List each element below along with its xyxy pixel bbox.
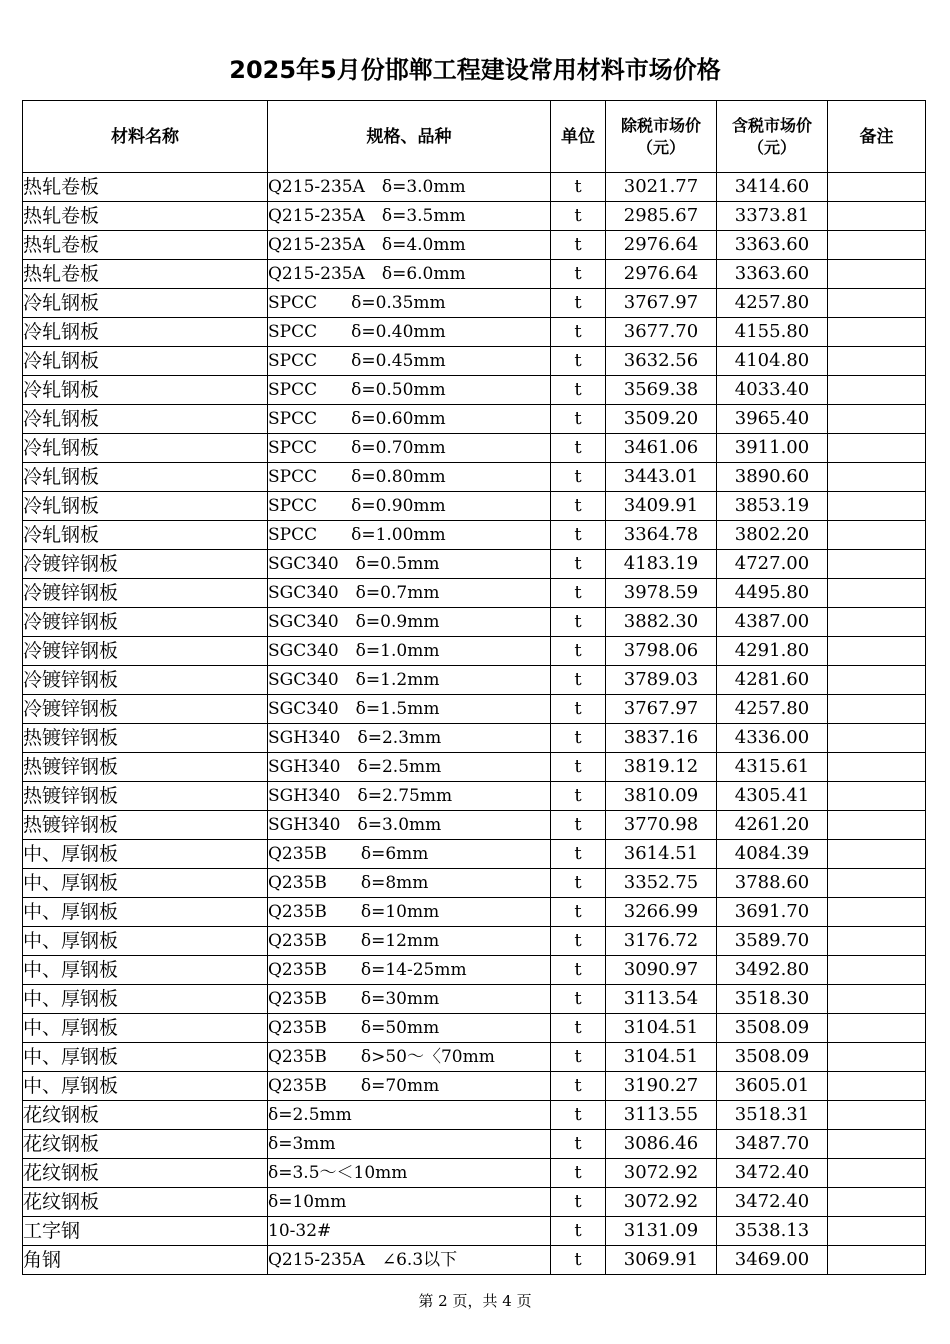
material-name-cell: 中、厚钢板 (23, 1043, 268, 1072)
table-row (23, 376, 926, 405)
unit-cell: t (551, 782, 606, 811)
with-tax-price-cell: 3589.70 (717, 927, 828, 956)
unit-cell: t (551, 898, 606, 927)
material-name-cell: 冷轧钢板 (23, 434, 268, 463)
with-tax-price-cell: 4033.40 (717, 376, 828, 405)
with-tax-price-cell: 3965.40 (717, 405, 828, 434)
remark-cell (828, 231, 926, 260)
pre-tax-price-cell: 3113.54 (606, 985, 717, 1014)
spec-cell: Q215-235A δ=6.0mm (268, 260, 551, 289)
with-tax-price-cell: 3853.19 (717, 492, 828, 521)
spec-cell: SGC340 δ=0.7mm (268, 579, 551, 608)
unit-cell: t (551, 376, 606, 405)
material-name-cell: 花纹钢板 (23, 1130, 268, 1159)
with-tax-price-cell: 4336.00 (717, 724, 828, 753)
material-name-cell: 冷轧钢板 (23, 376, 268, 405)
material-name-cell: 花纹钢板 (23, 1159, 268, 1188)
material-name-cell: 冷轧钢板 (23, 318, 268, 347)
remark-cell (828, 927, 926, 956)
table-row (23, 927, 926, 956)
pre-tax-price-cell: 3677.70 (606, 318, 717, 347)
spec-cell: SGC340 δ=0.9mm (268, 608, 551, 637)
spec-cell: Q235B δ>50～〈70mm (268, 1043, 551, 1072)
unit-cell: t (551, 753, 606, 782)
unit-cell: t (551, 1014, 606, 1043)
with-tax-price-cell: 4727.00 (717, 550, 828, 579)
unit-cell: t (551, 840, 606, 869)
table-row (23, 753, 926, 782)
spec-cell: SPCC δ=0.70mm (268, 434, 551, 463)
material-name-cell: 冷镀锌钢板 (23, 550, 268, 579)
remark-cell (828, 782, 926, 811)
material-name-cell: 中、厚钢板 (23, 956, 268, 985)
spec-cell: Q235B δ=10mm (268, 898, 551, 927)
spec-cell: Q215-235A δ=3.0mm (268, 173, 551, 202)
with-tax-price-cell: 3469.00 (717, 1246, 828, 1275)
with-tax-price-cell: 3363.60 (717, 260, 828, 289)
with-tax-price-cell: 4155.80 (717, 318, 828, 347)
spec-cell: Q235B δ=12mm (268, 927, 551, 956)
remark-cell (828, 579, 926, 608)
unit-cell: t (551, 1188, 606, 1217)
remark-cell (828, 1072, 926, 1101)
table-row (23, 898, 926, 927)
with-tax-price-cell: 4281.60 (717, 666, 828, 695)
remark-cell (828, 1217, 926, 1246)
with-tax-price-cell: 4257.80 (717, 289, 828, 318)
spec-cell: Q215-235A δ=3.5mm (268, 202, 551, 231)
material-name-cell: 中、厚钢板 (23, 927, 268, 956)
with-tax-price-cell: 3508.09 (717, 1043, 828, 1072)
with-tax-price-cell: 3472.40 (717, 1159, 828, 1188)
with-tax-price-cell: 3414.60 (717, 173, 828, 202)
page-footer: 第 2 页，共 4 页 (418, 1292, 532, 1310)
material-name-cell: 热镀锌钢板 (23, 782, 268, 811)
pre-tax-price-cell: 3789.03 (606, 666, 717, 695)
pre-tax-price-cell: 3978.59 (606, 579, 717, 608)
unit-cell: t (551, 579, 606, 608)
table-row (23, 1159, 926, 1188)
unit-cell: t (551, 1130, 606, 1159)
with-tax-price-cell: 3911.00 (717, 434, 828, 463)
pre-tax-price-cell: 3352.75 (606, 869, 717, 898)
table-row (23, 666, 926, 695)
unit-cell: t (551, 173, 606, 202)
pre-tax-price-cell: 3837.16 (606, 724, 717, 753)
spec-cell: SPCC δ=1.00mm (268, 521, 551, 550)
table-row (23, 1014, 926, 1043)
spec-cell: SGC340 δ=0.5mm (268, 550, 551, 579)
remark-cell (828, 492, 926, 521)
unit-cell: t (551, 811, 606, 840)
table-row (23, 1246, 926, 1275)
table-row (23, 1130, 926, 1159)
unit-cell: t (551, 550, 606, 579)
spec-cell: SPCC δ=0.40mm (268, 318, 551, 347)
pre-tax-price-cell: 3113.55 (606, 1101, 717, 1130)
spec-cell: SGH340 δ=2.5mm (268, 753, 551, 782)
spec-cell: SGC340 δ=1.5mm (268, 695, 551, 724)
with-tax-price-cell: 3691.70 (717, 898, 828, 927)
table-row (23, 840, 926, 869)
with-tax-price-cell: 3373.81 (717, 202, 828, 231)
unit-cell: t (551, 956, 606, 985)
material-name-cell: 花纹钢板 (23, 1101, 268, 1130)
material-name-cell: 中、厚钢板 (23, 1014, 268, 1043)
spec-cell: SGH340 δ=2.3mm (268, 724, 551, 753)
remark-cell (828, 840, 926, 869)
spec-cell: Q215-235A δ=4.0mm (268, 231, 551, 260)
remark-cell (828, 550, 926, 579)
with-tax-price-cell: 3538.13 (717, 1217, 828, 1246)
table-row (23, 231, 926, 260)
remark-cell (828, 1101, 926, 1130)
pre-tax-price-cell: 3632.56 (606, 347, 717, 376)
pre-tax-price-cell: 3086.46 (606, 1130, 717, 1159)
with-tax-price-cell: 3518.30 (717, 985, 828, 1014)
unit-cell: t (551, 1072, 606, 1101)
spec-cell: SGH340 δ=3.0mm (268, 811, 551, 840)
pre-tax-price-cell: 3882.30 (606, 608, 717, 637)
material-name-cell: 热镀锌钢板 (23, 753, 268, 782)
table-row (23, 695, 926, 724)
spec-cell: Q235B δ=70mm (268, 1072, 551, 1101)
unit-cell: t (551, 405, 606, 434)
page-title: 2025年5月份邯郸工程建设常用材料市场价格 (229, 56, 721, 84)
with-tax-price-cell: 4261.20 (717, 811, 828, 840)
with-tax-price-cell: 3492.80 (717, 956, 828, 985)
pre-tax-price-cell: 3819.12 (606, 753, 717, 782)
remark-cell (828, 347, 926, 376)
spec-cell: SPCC δ=0.50mm (268, 376, 551, 405)
material-name-cell: 冷轧钢板 (23, 463, 268, 492)
pre-tax-price-cell: 3176.72 (606, 927, 717, 956)
with-tax-price-cell: 4084.39 (717, 840, 828, 869)
pre-tax-price-cell: 3614.51 (606, 840, 717, 869)
unit-cell: t (551, 492, 606, 521)
pre-tax-price-cell: 3770.98 (606, 811, 717, 840)
pre-tax-price-cell: 4183.19 (606, 550, 717, 579)
material-name-cell: 中、厚钢板 (23, 898, 268, 927)
pre-tax-price-cell: 3767.97 (606, 289, 717, 318)
material-name-cell: 角钢 (23, 1246, 268, 1275)
pre-tax-price-cell: 3072.92 (606, 1159, 717, 1188)
spec-cell: Q235B δ=8mm (268, 869, 551, 898)
remark-cell (828, 318, 926, 347)
pre-tax-price-cell: 2985.67 (606, 202, 717, 231)
remark-cell (828, 956, 926, 985)
material-name-cell: 中、厚钢板 (23, 840, 268, 869)
table-row (23, 1217, 926, 1246)
remark-cell (828, 869, 926, 898)
header-with-tax-price: 含税市场价（元） (717, 101, 828, 173)
unit-cell: t (551, 463, 606, 492)
spec-cell: δ=3mm (268, 1130, 551, 1159)
unit-cell: t (551, 985, 606, 1014)
table-row (23, 434, 926, 463)
remark-cell (828, 521, 926, 550)
header-unit: 单位 (551, 101, 606, 173)
spec-cell: Q235B δ=50mm (268, 1014, 551, 1043)
table-body (23, 173, 926, 1275)
material-name-cell: 冷轧钢板 (23, 347, 268, 376)
with-tax-price-cell: 3802.20 (717, 521, 828, 550)
remark-cell (828, 1043, 926, 1072)
header-spec: 规格、品种 (268, 101, 551, 173)
spec-cell: Q235B δ=30mm (268, 985, 551, 1014)
with-tax-price-cell: 3487.70 (717, 1130, 828, 1159)
material-name-cell: 花纹钢板 (23, 1188, 268, 1217)
material-name-cell: 冷轧钢板 (23, 405, 268, 434)
remark-cell (828, 898, 926, 927)
price-table (22, 100, 926, 1275)
with-tax-price-cell: 3508.09 (717, 1014, 828, 1043)
spec-cell: δ=3.5～＜10mm (268, 1159, 551, 1188)
table-row (23, 811, 926, 840)
unit-cell: t (551, 927, 606, 956)
table-row (23, 1072, 926, 1101)
pre-tax-price-cell: 3090.97 (606, 956, 717, 985)
spec-cell: δ=2.5mm (268, 1101, 551, 1130)
spec-cell: Q235B δ=6mm (268, 840, 551, 869)
table-row (23, 260, 926, 289)
with-tax-price-cell: 3788.60 (717, 869, 828, 898)
unit-cell: t (551, 231, 606, 260)
remark-cell (828, 1159, 926, 1188)
pre-tax-price-cell: 3810.09 (606, 782, 717, 811)
table-row (23, 289, 926, 318)
remark-cell (828, 811, 926, 840)
material-name-cell: 冷轧钢板 (23, 492, 268, 521)
table-row (23, 956, 926, 985)
unit-cell: t (551, 202, 606, 231)
remark-cell (828, 1246, 926, 1275)
material-name-cell: 热轧卷板 (23, 173, 268, 202)
material-name-cell: 热镀锌钢板 (23, 811, 268, 840)
material-name-cell: 冷镀锌钢板 (23, 695, 268, 724)
table-row (23, 1043, 926, 1072)
spec-cell: SGH340 δ=2.75mm (268, 782, 551, 811)
header-pre-tax-price: 除税市场价（元） (606, 101, 717, 173)
pre-tax-price-cell: 3461.06 (606, 434, 717, 463)
unit-cell: t (551, 1043, 606, 1072)
table-row (23, 1101, 926, 1130)
table-row (23, 521, 926, 550)
remark-cell (828, 637, 926, 666)
spec-cell: SPCC δ=0.60mm (268, 405, 551, 434)
with-tax-price-cell: 4315.61 (717, 753, 828, 782)
material-name-cell: 冷镀锌钢板 (23, 637, 268, 666)
table-row (23, 724, 926, 753)
unit-cell: t (551, 1246, 606, 1275)
header-material-name: 材料名称 (23, 101, 268, 173)
with-tax-price-cell: 4305.41 (717, 782, 828, 811)
pre-tax-price-cell: 3798.06 (606, 637, 717, 666)
spec-cell: SPCC δ=0.35mm (268, 289, 551, 318)
pre-tax-price-cell: 3409.91 (606, 492, 717, 521)
pre-tax-price-cell: 3364.78 (606, 521, 717, 550)
remark-cell (828, 405, 926, 434)
with-tax-price-cell: 4257.80 (717, 695, 828, 724)
unit-cell: t (551, 1159, 606, 1188)
remark-cell (828, 985, 926, 1014)
with-tax-price-cell: 3363.60 (717, 231, 828, 260)
remark-cell (828, 608, 926, 637)
table-row (23, 405, 926, 434)
unit-cell: t (551, 695, 606, 724)
with-tax-price-cell: 3890.60 (717, 463, 828, 492)
unit-cell: t (551, 637, 606, 666)
material-name-cell: 冷轧钢板 (23, 521, 268, 550)
unit-cell: t (551, 1217, 606, 1246)
remark-cell (828, 376, 926, 405)
spec-cell: SGC340 δ=1.2mm (268, 666, 551, 695)
with-tax-price-cell: 4387.00 (717, 608, 828, 637)
header-remark: 备注 (828, 101, 926, 173)
spec-cell: Q235B δ=14-25mm (268, 956, 551, 985)
material-name-cell: 冷轧钢板 (23, 289, 268, 318)
table-row (23, 869, 926, 898)
pre-tax-price-cell: 3190.27 (606, 1072, 717, 1101)
pre-tax-price-cell: 3767.97 (606, 695, 717, 724)
table-row (23, 608, 926, 637)
table-row (23, 318, 926, 347)
with-tax-price-cell: 3518.31 (717, 1101, 828, 1130)
table-row (23, 985, 926, 1014)
material-name-cell: 冷镀锌钢板 (23, 666, 268, 695)
spec-cell: δ=10mm (268, 1188, 551, 1217)
remark-cell (828, 434, 926, 463)
remark-cell (828, 1014, 926, 1043)
unit-cell: t (551, 1101, 606, 1130)
table-row (23, 637, 926, 666)
pre-tax-price-cell: 3021.77 (606, 173, 717, 202)
unit-cell: t (551, 869, 606, 898)
with-tax-price-cell: 4104.80 (717, 347, 828, 376)
unit-cell: t (551, 724, 606, 753)
with-tax-price-cell: 4495.80 (717, 579, 828, 608)
table-row (23, 782, 926, 811)
remark-cell (828, 173, 926, 202)
pre-tax-price-cell: 3443.01 (606, 463, 717, 492)
pre-tax-price-cell: 3104.51 (606, 1043, 717, 1072)
material-name-cell: 中、厚钢板 (23, 1072, 268, 1101)
pre-tax-price-cell: 3069.91 (606, 1246, 717, 1275)
table-header-row (23, 101, 926, 173)
spec-cell: SPCC δ=0.80mm (268, 463, 551, 492)
spec-cell: 10-32# (268, 1217, 551, 1246)
pre-tax-price-cell: 3569.38 (606, 376, 717, 405)
material-name-cell: 工字钢 (23, 1217, 268, 1246)
spec-cell: Q215-235A ∠6.3以下 (268, 1246, 551, 1275)
remark-cell (828, 666, 926, 695)
remark-cell (828, 202, 926, 231)
pre-tax-price-cell: 3131.09 (606, 1217, 717, 1246)
table-row (23, 550, 926, 579)
unit-cell: t (551, 666, 606, 695)
spec-cell: SGC340 δ=1.0mm (268, 637, 551, 666)
remark-cell (828, 1188, 926, 1217)
table-row (23, 463, 926, 492)
pre-tax-price-cell: 3509.20 (606, 405, 717, 434)
table-row (23, 347, 926, 376)
material-name-cell: 冷镀锌钢板 (23, 608, 268, 637)
with-tax-price-cell: 3605.01 (717, 1072, 828, 1101)
material-name-cell: 热轧卷板 (23, 260, 268, 289)
material-name-cell: 热轧卷板 (23, 231, 268, 260)
table-row (23, 202, 926, 231)
remark-cell (828, 260, 926, 289)
spec-cell: SPCC δ=0.45mm (268, 347, 551, 376)
remark-cell (828, 463, 926, 492)
spec-cell: SPCC δ=0.90mm (268, 492, 551, 521)
pre-tax-price-cell: 3072.92 (606, 1188, 717, 1217)
table-row (23, 173, 926, 202)
table-row (23, 492, 926, 521)
pre-tax-price-cell: 3104.51 (606, 1014, 717, 1043)
material-name-cell: 热镀锌钢板 (23, 724, 268, 753)
remark-cell (828, 724, 926, 753)
pre-tax-price-cell: 3266.99 (606, 898, 717, 927)
remark-cell (828, 1130, 926, 1159)
material-name-cell: 中、厚钢板 (23, 869, 268, 898)
table-row (23, 1188, 926, 1217)
table-row (23, 579, 926, 608)
with-tax-price-cell: 3472.40 (717, 1188, 828, 1217)
remark-cell (828, 289, 926, 318)
pre-tax-price-cell: 2976.64 (606, 260, 717, 289)
unit-cell: t (551, 318, 606, 347)
unit-cell: t (551, 434, 606, 463)
material-name-cell: 中、厚钢板 (23, 985, 268, 1014)
unit-cell: t (551, 289, 606, 318)
unit-cell: t (551, 608, 606, 637)
remark-cell (828, 695, 926, 724)
unit-cell: t (551, 260, 606, 289)
remark-cell (828, 753, 926, 782)
material-name-cell: 热轧卷板 (23, 202, 268, 231)
pre-tax-price-cell: 2976.64 (606, 231, 717, 260)
material-name-cell: 冷镀锌钢板 (23, 579, 268, 608)
unit-cell: t (551, 521, 606, 550)
unit-cell: t (551, 347, 606, 376)
with-tax-price-cell: 4291.80 (717, 637, 828, 666)
